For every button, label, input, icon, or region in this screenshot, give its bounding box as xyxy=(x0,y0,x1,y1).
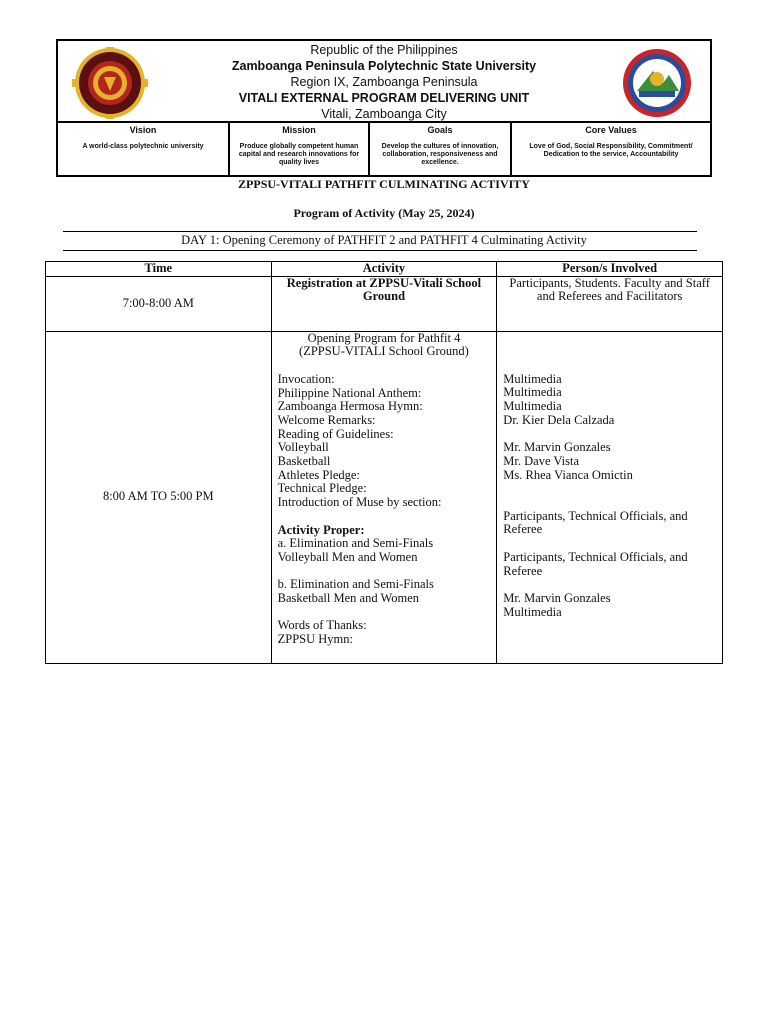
list-item: Zamboanga Hermosa Hymn: xyxy=(277,399,423,414)
core-values-title: Core Values xyxy=(585,125,637,135)
row2-activity xyxy=(271,331,497,663)
mission-cell xyxy=(230,123,370,177)
rule-top xyxy=(63,231,697,232)
header-text-block xyxy=(158,41,610,122)
vision-title: Vision xyxy=(129,125,157,135)
person-item: Participants, Technical Officials, and Referee xyxy=(503,549,688,578)
row1-activity: Registration at ZPPSU-Vitali School Ground xyxy=(271,276,497,331)
zppsu-seal-logo xyxy=(66,47,154,119)
person-item: Participants, Technical Officials, and Referee xyxy=(503,508,688,537)
goals-cell xyxy=(370,123,512,177)
person-item: Mr. Marvin Gonzales xyxy=(503,440,611,455)
vision-mission-goals-bar xyxy=(58,121,710,177)
list-item: Basketball xyxy=(277,454,331,469)
table-header-row xyxy=(46,262,723,277)
republic-line: Republic of the Philippines xyxy=(310,43,458,57)
vision-text: A world-class polytechnic university xyxy=(82,143,204,150)
header-time: Time xyxy=(46,262,272,277)
activity-subtitle: (ZPPSU-VITALI School Ground) xyxy=(299,344,469,359)
list-item: Welcome Remarks: xyxy=(277,412,376,427)
university-name: Zamboanga Peninsula Polytechnic State University xyxy=(231,59,537,73)
unit-name: VITALI EXTERNAL PROGRAM DELIVERING UNIT xyxy=(238,91,530,105)
row2-time: 8:00 AM TO 5:00 PM xyxy=(46,331,272,663)
table-row xyxy=(46,331,723,663)
vision-cell xyxy=(58,123,230,177)
mission-text: Produce globally competent human capital and research innovations for quality lives xyxy=(238,143,360,166)
table-row xyxy=(46,276,723,331)
document-title: ZPPSU-VITALI PATHFIT CULMINATING ACTIVITY xyxy=(238,177,530,191)
person-item: Mr. Dave Vista xyxy=(503,453,580,468)
header-persons: Person/s Involved xyxy=(497,262,723,277)
location-line: Vitali, Zamboanga City xyxy=(321,107,447,121)
person-item: Ms. Rhea Vianca Omictin xyxy=(503,467,633,482)
person-item: Multimedia xyxy=(503,399,562,414)
program-table xyxy=(45,261,723,664)
vitali-epdu-seal-logo xyxy=(613,47,701,119)
goals-text: Develop the cultures of innovation, collaboration, responsiveness and excellence. xyxy=(381,143,499,166)
activity-title: Opening Program for Pathfit 4 xyxy=(307,330,461,345)
row1-persons: Participants, Students. Faculty and Staff and Referees and Facilitators xyxy=(497,276,723,331)
core-values-text: Love of God, Social Responsibility, Commitment/ Dedication to the service, Accountability xyxy=(529,143,693,158)
document-header xyxy=(56,39,712,177)
list-item: Volleyball xyxy=(277,440,329,455)
header-activity: Activity xyxy=(271,262,497,277)
list-item: Volleyball Men and Women xyxy=(277,549,418,564)
person-item: Multimedia xyxy=(503,604,562,619)
person-item: Dr. Kier Dela Calzada xyxy=(503,412,615,427)
list-item: a. Elimination and Semi-Finals xyxy=(277,536,434,551)
goals-title: Goals xyxy=(427,125,453,135)
list-item: Technical Pledge: xyxy=(277,481,367,496)
region-line: Region IX, Zamboanga Peninsula xyxy=(290,75,478,89)
day-heading: DAY 1: Opening Ceremony of PATHFIT 2 and PATHFIT 4 Culminating Activity xyxy=(181,233,587,247)
list-item: Invocation: xyxy=(277,371,335,386)
core-values-cell xyxy=(512,123,710,177)
list-item: Basketball Men and Women xyxy=(277,591,420,606)
person-item: Multimedia xyxy=(503,371,562,386)
list-item: Introduction of Muse by section: xyxy=(277,495,442,510)
row1-time: 7:00-8:00 AM xyxy=(46,276,272,331)
list-item: ZPPSU Hymn: xyxy=(277,632,353,647)
list-item: b. Elimination and Semi-Finals xyxy=(277,577,434,592)
list-item: Reading of Guidelines: xyxy=(277,426,394,441)
mission-title: Mission xyxy=(282,125,316,135)
list-item: Athletes Pledge: xyxy=(277,467,360,482)
person-item: Multimedia xyxy=(503,385,562,400)
list-item: Philippine National Anthem: xyxy=(277,385,422,400)
list-item: Words of Thanks: xyxy=(277,618,367,633)
rule-bottom xyxy=(63,250,697,251)
person-item: Mr. Marvin Gonzales xyxy=(503,590,611,605)
program-title: Program of Activity (May 25, 2024) xyxy=(293,206,475,220)
activity-proper-heading: Activity Proper: xyxy=(277,522,365,537)
row2-persons xyxy=(497,331,723,663)
